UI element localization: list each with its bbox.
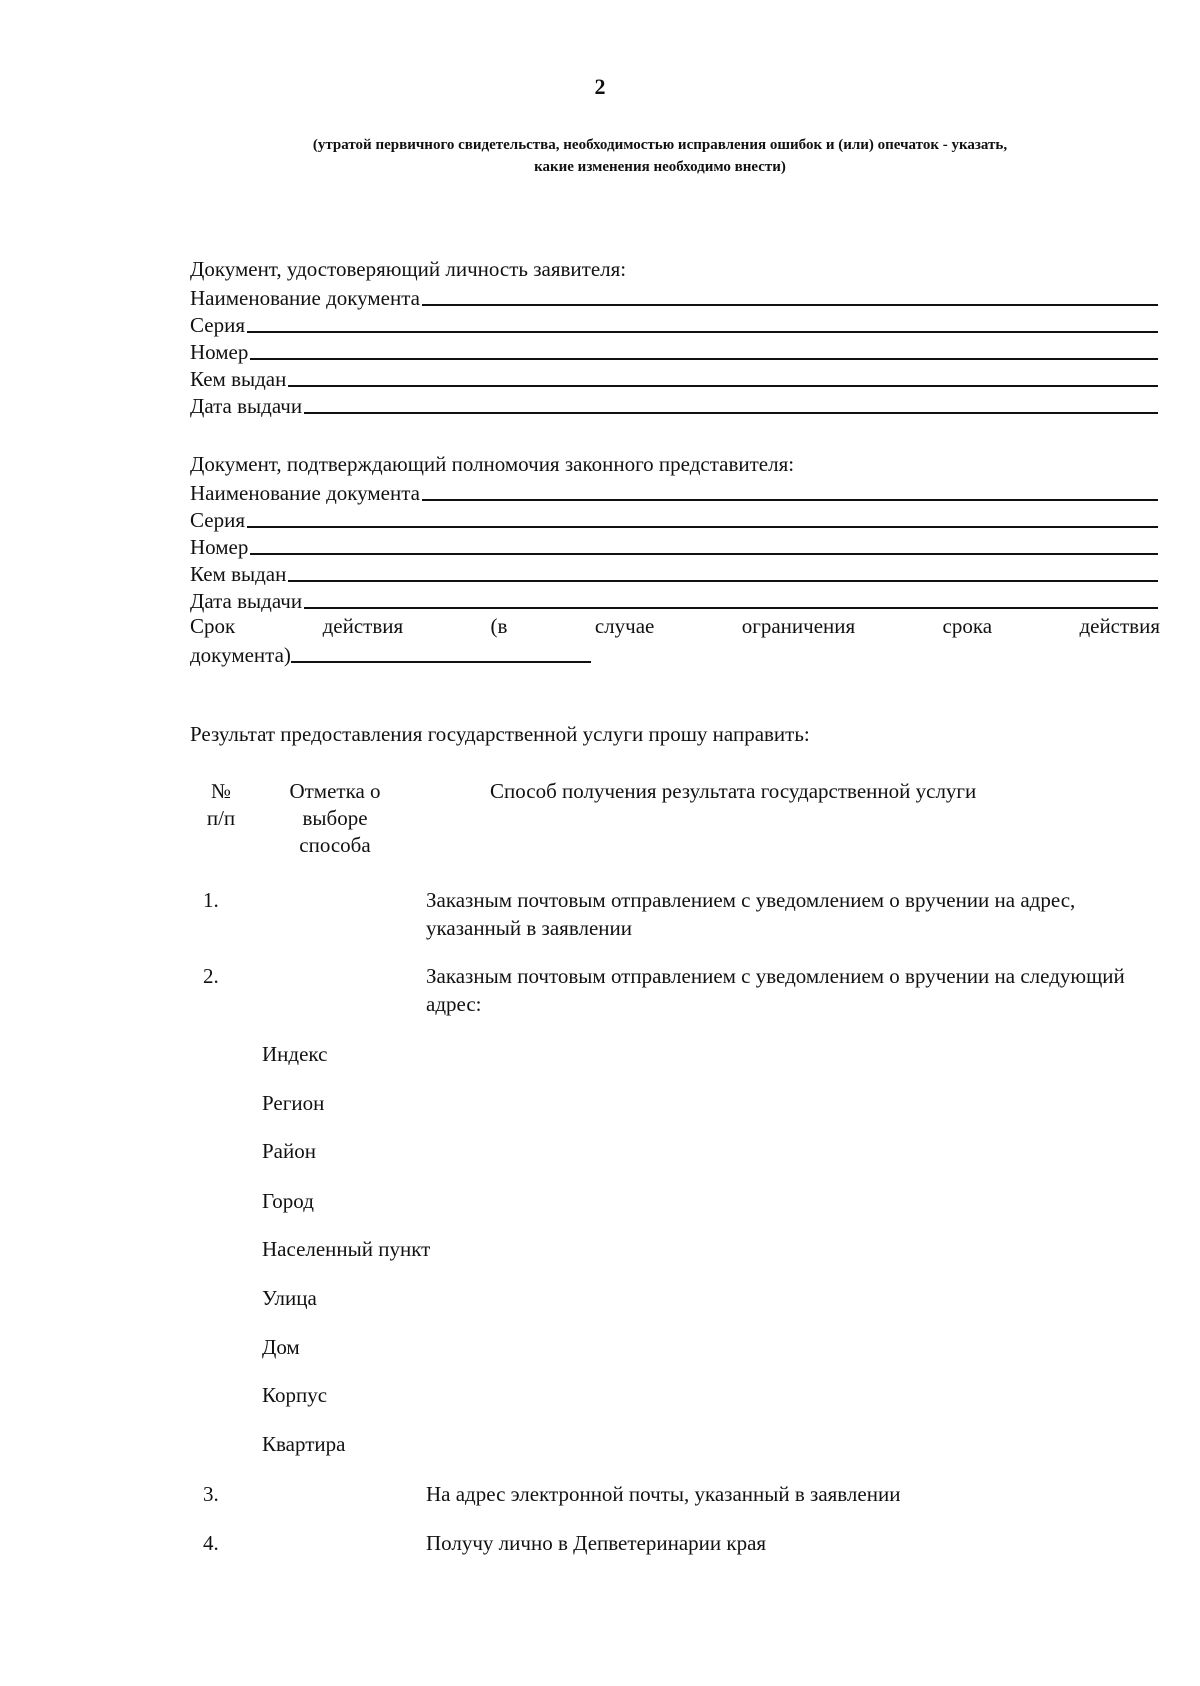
representative-doc-name-field[interactable] [190, 478, 1158, 505]
address-field-city[interactable]: Город [262, 1189, 314, 1213]
applicant-document-heading: Документ, удостоверяющий личность заявителя: [190, 257, 627, 281]
address-field-district[interactable]: Район [262, 1139, 316, 1163]
header-line: п/п [206, 806, 236, 830]
column-header-mark [270, 778, 400, 859]
representative-document-section [190, 451, 1158, 667]
fill-line[interactable] [288, 365, 1158, 387]
field-label: Кем выдан [190, 367, 287, 391]
applicant-document-section [190, 256, 1158, 418]
header-line: Отметка о [289, 779, 381, 803]
method-option-mail-other-address[interactable]: Заказным почтовым отправлением с уведомлением о вручении на следующий адрес: [426, 964, 1125, 1016]
row-number: 4. [203, 1531, 219, 1555]
address-field-apartment[interactable]: Квартира [262, 1432, 346, 1456]
result-heading: Результат предоставления государственной услуги прошу направить: [190, 722, 810, 746]
address-field-region[interactable]: Регион [262, 1091, 325, 1115]
address-field-settlement[interactable]: Населенный пункт [262, 1237, 431, 1261]
fill-line[interactable] [247, 506, 1158, 528]
fill-line[interactable] [291, 641, 591, 663]
method-option-email[interactable]: На адрес электронной почты, указанный в заявлении [426, 1482, 901, 1506]
field-label: Дата выдачи [190, 589, 303, 613]
method-option-mail-registered[interactable]: Заказным почтовым отправлением с уведомлением о вручении на адрес, указанный в заявлении [426, 888, 1076, 940]
representative-document-heading: Документ, подтверждающий полномочия законного представителя: [190, 452, 795, 476]
row-number: 1. [203, 888, 219, 912]
header-line: № [210, 779, 232, 803]
applicant-doc-issue-date-field[interactable] [190, 391, 1158, 418]
field-label: Наименование документа [190, 481, 420, 505]
method-option-in-person[interactable]: Получу лично в Депветеринарии края [426, 1531, 767, 1555]
field-label: Серия [190, 508, 245, 532]
page-number: 2 [594, 74, 606, 99]
note-line-1: (утратой первичного свидетельства, необходимостью исправления ошибок и (или) опечаток - указать, [312, 137, 1008, 153]
header-line: способа [299, 833, 371, 857]
validity-word: Срок [190, 614, 236, 638]
fill-line[interactable] [250, 338, 1158, 360]
applicant-doc-name-field[interactable] [190, 283, 1158, 310]
representative-doc-number-field[interactable] [190, 532, 1158, 559]
validity-word: действия [322, 614, 404, 638]
row-number: 3. [203, 1482, 219, 1506]
address-field-index[interactable]: Индекс [262, 1042, 328, 1066]
validity-period-label [190, 613, 1160, 640]
applicant-doc-series-field[interactable] [190, 310, 1158, 337]
validity-word: (в [490, 614, 508, 638]
fill-line[interactable] [304, 587, 1158, 609]
field-label: Серия [190, 313, 245, 337]
fill-line[interactable] [422, 284, 1158, 306]
field-label: Дата выдачи [190, 394, 303, 418]
field-label: Номер [190, 535, 249, 559]
field-label: документа) [190, 643, 291, 667]
validity-word: срока [942, 614, 993, 638]
field-label: Номер [190, 340, 249, 364]
validity-word: ограничения [741, 614, 856, 638]
representative-doc-issue-date-field[interactable] [190, 586, 1158, 613]
validity-period-field[interactable] [190, 640, 1158, 667]
note-text [210, 134, 1110, 178]
applicant-doc-issuer-field[interactable] [190, 364, 1158, 391]
row-number: 2. [203, 964, 219, 988]
field-label: Кем выдан [190, 562, 287, 586]
fill-line[interactable] [422, 479, 1158, 501]
fill-line[interactable] [288, 560, 1158, 582]
representative-doc-series-field[interactable] [190, 505, 1158, 532]
validity-word: случае [594, 614, 655, 638]
note-line-2: какие изменения необходимо внести) [534, 159, 786, 175]
fill-line[interactable] [304, 392, 1158, 414]
column-header-number [196, 778, 246, 832]
address-field-building[interactable]: Корпус [262, 1383, 328, 1407]
validity-word: действия [1079, 614, 1160, 638]
field-label: Наименование документа [190, 286, 420, 310]
address-field-street[interactable]: Улица [262, 1286, 317, 1310]
address-field-house[interactable]: Дом [262, 1335, 300, 1359]
header-line: выборе [302, 806, 368, 830]
fill-line[interactable] [247, 311, 1158, 333]
applicant-doc-number-field[interactable] [190, 337, 1158, 364]
representative-doc-issuer-field[interactable] [190, 559, 1158, 586]
fill-line[interactable] [250, 533, 1158, 555]
column-header-method: Способ получения результата государственной услуги [490, 779, 977, 803]
